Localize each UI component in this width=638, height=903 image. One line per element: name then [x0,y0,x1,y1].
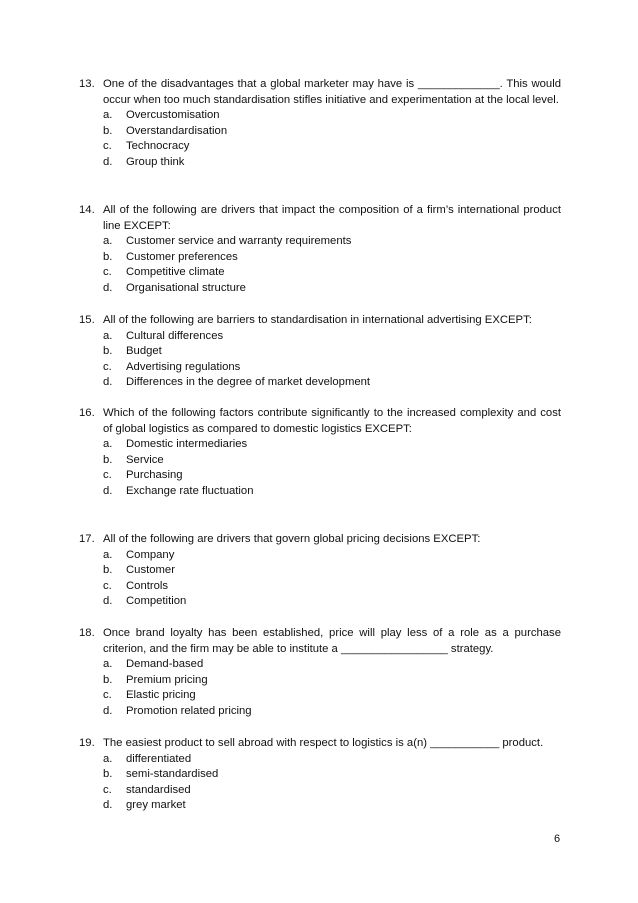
option-c [103,468,561,484]
option-letter: b. [103,673,113,686]
option-text: Customer [126,564,175,577]
option-text: Organisational structure [126,281,246,294]
option-letter: b. [103,768,113,781]
option-c [103,688,561,704]
option-letter: b. [103,345,113,358]
option-text: differentiated [126,752,192,765]
option-a [103,437,561,453]
option-b [103,563,561,579]
question-number: 14. [79,204,95,216]
option-d [103,704,561,720]
option-d [103,484,561,500]
question-text: All of the following are drivers that impact the composition of a firm’s international product line EXCEPT: [103,204,561,232]
option-letter: c. [103,689,112,702]
option-letter: c. [103,469,112,482]
option-text: Overstandardisation [126,124,228,137]
option-letter: d. [103,281,113,294]
option-text: semi-standardised [126,768,219,781]
option-text: Service [126,453,164,466]
option-text: Differences in the degree of market development [126,376,371,389]
option-text: Premium pricing [126,673,208,686]
option-c [103,360,561,376]
option-d [103,155,561,171]
option-letter: b. [103,564,113,577]
option-b [103,344,561,360]
option-letter: c. [103,783,112,796]
option-letter: b. [103,124,113,137]
option-letter: b. [103,250,113,263]
option-b [103,767,561,783]
question-text: All of the following are drivers that govern global pricing decisions EXCEPT: [103,533,481,545]
option-b [103,453,561,469]
question-text: Which of the following factors contribute significantly to the increased complexity and cost of global logistics as compared to domestic logistics EXCEPT: [103,407,561,435]
option-letter: d. [103,376,113,389]
option-letter: d. [103,155,113,168]
options-list [79,437,561,499]
option-c [103,139,561,155]
question-16 [79,406,561,500]
option-a [103,329,561,345]
option-d [103,798,561,814]
options-list [79,752,561,814]
option-b [103,673,561,689]
option-letter: a. [103,438,113,451]
option-text: Cultural differences [126,329,224,342]
option-text: Demand-based [126,658,204,671]
option-text: Overcustomisation [126,109,220,122]
option-text: Purchasing [126,469,183,482]
question-18 [79,626,561,720]
option-c [103,265,561,281]
option-letter: a. [103,548,113,561]
option-c [103,579,561,595]
option-letter: b. [103,453,113,466]
question-13 [79,77,561,171]
question-text: All of the following are barriers to standardisation in international advertising EXCEPT: [103,314,532,326]
option-text: Promotion related pricing [126,704,252,717]
option-letter: d. [103,595,113,608]
option-letter: a. [103,658,113,671]
question-number: 17. [79,533,95,545]
question-number: 15. [79,314,95,326]
options-list [79,657,561,719]
option-letter: a. [103,329,113,342]
option-a [103,548,561,564]
question-14 [79,203,561,297]
option-text: Company [126,548,175,561]
options-list [79,548,561,610]
option-text: Budget [126,345,162,358]
option-a [103,752,561,768]
question-number: 16. [79,407,95,419]
question-number: 13. [79,78,95,90]
question-number: 18. [79,627,95,639]
option-b [103,250,561,266]
option-text: Exchange rate fluctuation [126,484,254,497]
option-text: Domestic intermediaries [126,438,248,451]
option-letter: c. [103,360,112,373]
question-text: The easiest product to sell abroad with respect to logistics is a(n) ___________ product. [103,737,544,749]
option-b [103,124,561,140]
option-letter: d. [103,704,113,717]
question-17 [79,532,561,610]
option-d [103,594,561,610]
page-number: 6 [554,833,561,845]
option-text: standardised [126,783,191,796]
options-list [79,329,561,391]
option-a [103,108,561,124]
option-text: Customer preferences [126,250,238,263]
option-letter: d. [103,799,113,812]
option-letter: a. [103,109,113,122]
options-list [79,108,561,170]
option-c [103,783,561,799]
option-text: Competitive climate [126,266,225,279]
option-letter: c. [103,140,112,153]
option-letter: c. [103,579,112,592]
option-a [103,234,561,250]
question-text: Once brand loyalty has been established, price will play less of a role as a purchase criterion, and the firm may be able to institute a _________________ strategy. [103,627,561,655]
question-15 [79,313,561,391]
option-text: Competition [126,595,187,608]
option-text: Elastic pricing [126,689,196,702]
option-d [103,375,561,391]
option-text: Group think [126,155,185,168]
question-text: One of the disadvantages that a global marketer may have is _____________. This would occur when too much standardisation stifles initiative and experimentation at the local level. [103,78,561,106]
option-letter: d. [103,484,113,497]
option-letter: c. [103,266,112,279]
option-text: Customer service and warranty requirements [126,235,352,248]
option-d [103,281,561,297]
option-letter: a. [103,235,113,248]
options-list [79,234,561,296]
option-text: grey market [126,799,186,812]
option-letter: a. [103,752,113,765]
question-19 [79,736,561,814]
option-text: Technocracy [126,140,190,153]
option-text: Advertising regulations [126,360,241,373]
question-number: 19. [79,737,95,749]
option-text: Controls [126,579,169,592]
option-a [103,657,561,673]
